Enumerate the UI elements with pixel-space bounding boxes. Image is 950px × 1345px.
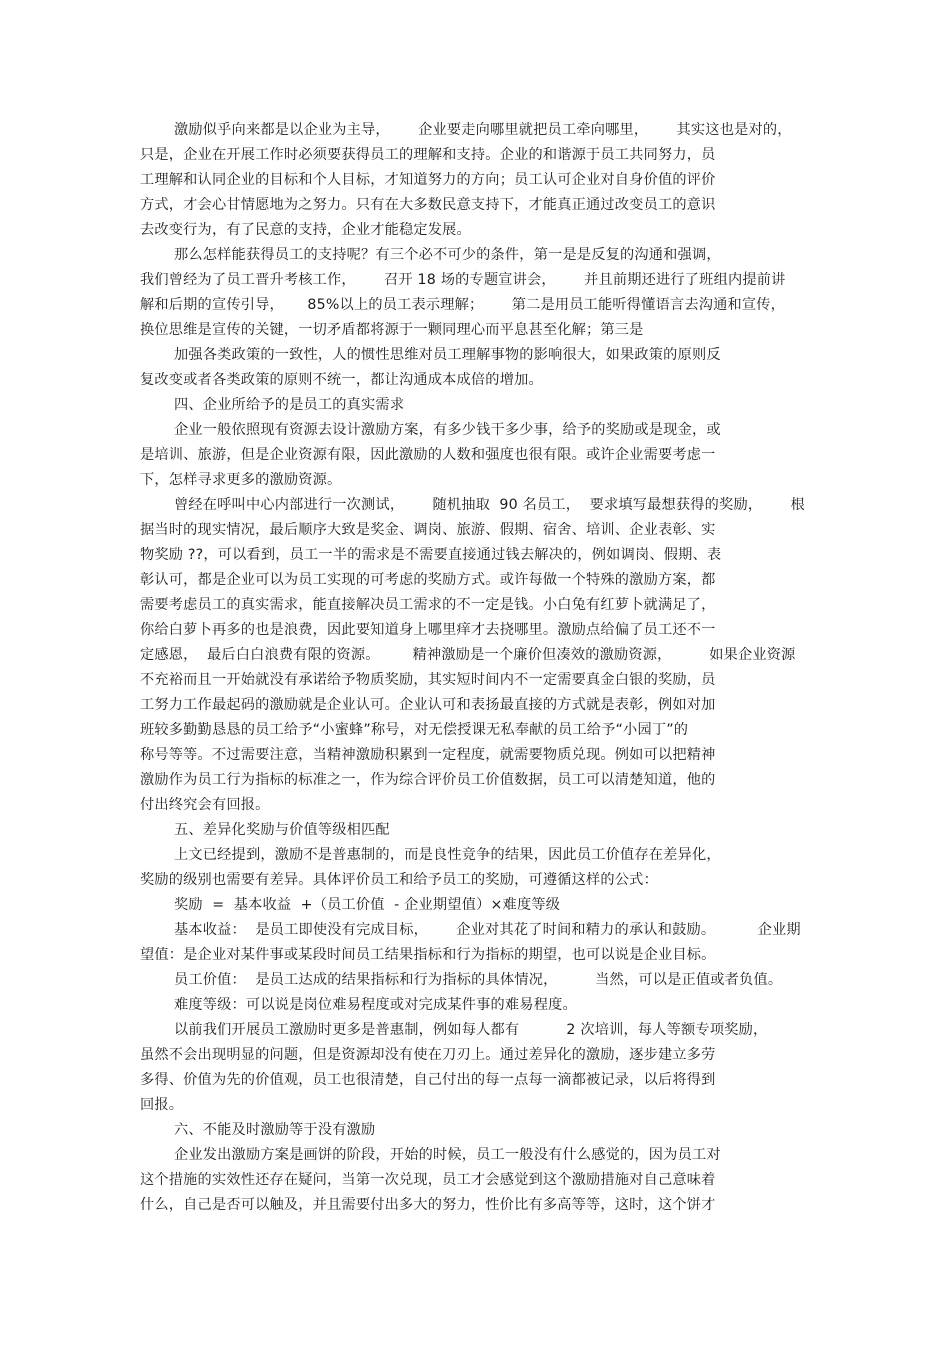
text-line: 定感恩， 最后白白浪费有限的资源。 精神激励是一个廉价但凑效的激励资源， 如果企业资源 [140,647,796,663]
text-line: 下，怎样寻求更多的激励资源。 [140,472,342,488]
text-line: 去改变行为，有了民意的支持，企业才能稳定发展。 [140,222,471,238]
text-line: 企业一般依照现有资源去设计激励方案，有多少钱干多少事，给予的奖励或是现金，或 [174,422,721,438]
section-heading: 四、企业所给予的是员工的真实需求 [174,397,405,413]
text-line: 望值：是企业对某件事或某段时间员工结果指标和行为指标的期望，也可以说是企业目标。 [140,947,716,963]
text-line: 物奖励 ??，可以看到，员工一半的需求是不需要直接通过钱去解决的，例如调岗、假期、表 [140,547,722,563]
text-line: 难度等级：可以说是岗位难易程度或对完成某件事的难易程度。 [174,997,577,1013]
text-line: 班较多勤勤恳恳的员工给予“小蜜蜂”称号，对无偿授课无私奉献的员工给予“小园丁”的 [140,722,689,738]
text-line: 需要考虑员工的真实需求，能直接解决员工需求的不一定是钱。小白兔有红萝卜就满足了， [140,597,716,613]
text-line: 付出终究会有回报。 [140,797,270,813]
text-line: 只是，企业在开展工作时必须要获得员工的理解和支持。企业的和谐源于员工共同努力，员 [140,147,716,163]
text-line: 换位思维是宣传的关键，一切矛盾都将源于一颗同理心而平息甚至化解；第三是 [140,322,644,338]
text-line: 我们曾经为了员工晋升考核工作， 召开 18 场的专题宣讲会， 并且前期还进行了班组内提前讲 [140,272,786,288]
text-line: 解和后期的宣传引导， 85%以上的员工表示理解； 第二是用员工能听得懂语言去沟通和宣传， [140,297,786,313]
text-line: 什么，自己是否可以触及，并且需要付出多大的努力，性价比有多高等等，这时，这个饼才 [140,1197,716,1213]
text-line: 是培训、旅游，但是企业资源有限，因此激励的人数和强度也很有限。或许企业需要考虑一 [140,447,716,463]
text-line: 曾经在呼叫中心内部进行一次测试， 随机抽取 90 名员工， 要求填写最想获得的奖励， 根 [174,497,805,513]
text-line: 工努力工作最起码的激励就是企业认可。企业认可和表扬最直接的方式就是表彰，例如对加 [140,697,716,713]
text-line: 上文已经提到，激励不是普惠制的，而是良性竞争的结果，因此员工价值存在差异化， [174,847,721,863]
text-line: 以前我们开展员工激励时更多是普惠制，例如每人都有 2 次培训，每人等额专项奖励， [174,1022,768,1038]
text-line: 虽然不会出现明显的问题，但是资源却没有使在刀刃上。通过差异化的激励，逐步建立多劳 [140,1047,716,1063]
text-line: 激励似乎向来都是以企业为主导， 企业要走向哪里就把员工牵向哪里， 其实这也是对的， [174,122,792,138]
text-line: 复改变或者各类政策的原则不统一，都让沟通成本成倍的增加。 [140,372,543,388]
formula-line: 奖励 = 基本收益 +（员工价值 - 企业期望值）×难度等级 [174,897,561,913]
text-line: 员工价值： 是员工达成的结果指标和行为指标的具体情况， 当然，可以是正值或者负值。 [174,972,783,988]
text-line: 据当时的现实情况，最后顺序大致是奖金、调岗、旅游、假期、宿舍、培训、企业表彰、实 [140,522,716,538]
section-heading: 五、差异化奖励与价值等级相匹配 [174,822,390,838]
text-line: 称号等等。不过需要注意，当精神激励积累到一定程度，就需要物质兑现。例如可以把精神 [140,747,716,763]
text-line: 这个措施的实效性还存在疑问，当第一次兑现，员工才会感觉到这个激励措施对自己意味着 [140,1172,716,1188]
text-line: 你给白萝卜再多的也是浪费，因此要知道身上哪里痒才去挠哪里。激励点给偏了员工还不一 [140,622,716,638]
text-line: 方式，才会心甘情愿地为之努力。只有在大多数民意支持下，才能真正通过改变员工的意识 [140,197,716,213]
text-line: 激励作为员工行为指标的标准之一，作为综合评价员工价值数据，员工可以清楚知道，他的 [140,772,716,788]
text-line: 企业发出激励方案是画饼的阶段，开始的时候，员工一般没有什么感觉的，因为员工对 [174,1147,721,1163]
text-line: 多得、价值为先的价值观，员工也很清楚，自己付出的每一点每一滴都被记录，以后将得到 [140,1072,716,1088]
text-line: 彰认可，都是企业可以为员工实现的可考虑的奖励方式。或许每做一个特殊的激励方案，都 [140,572,716,588]
text-line: 基本收益： 是员工即使没有完成目标， 企业对其花了时间和精力的承认和鼓励。 企业期 [174,922,801,938]
text-line: 工理解和认同企业的目标和个人目标，才知道努力的方向；员工认可企业对自身价值的评价 [140,172,716,188]
text-line: 加强各类政策的一致性，人的惯性思维对员工理解事物的影响很大，如果政策的原则反 [174,347,721,363]
section-heading: 六、不能及时激励等于没有激励 [174,1122,376,1138]
text-line: 那么怎样能获得员工的支持呢？有三个必不可少的条件，第一是是反复的沟通和强调， [174,247,721,263]
text-line: 不充裕而且一开始就没有承诺给予物质奖励，其实短时间内不一定需要真金白银的奖励，员 [140,672,716,688]
text-line: 回报。 [140,1097,184,1113]
text-line: 奖励的级别也需要有差异。具体评价员工和给予员工的奖励，可遵循这样的公式： [140,872,658,888]
